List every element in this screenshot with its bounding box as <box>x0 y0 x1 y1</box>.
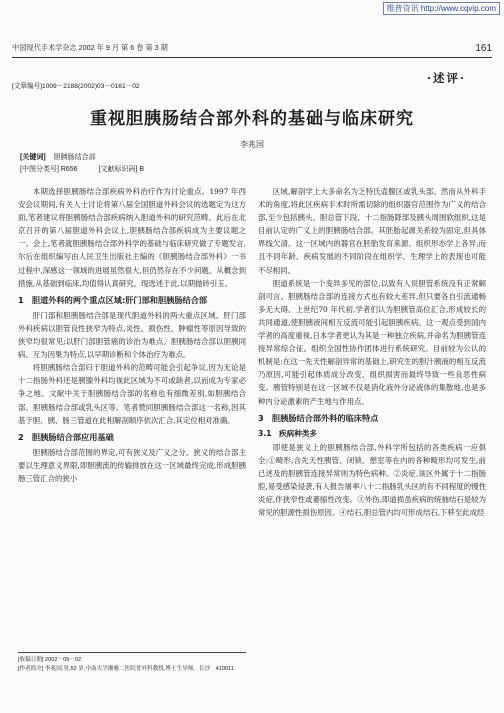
section-1-heading: 1 胆道外科的两个重点区域:肝门部和胆胰肠结合部 <box>18 294 208 305</box>
section-3-1-paragraph: 即使是狭义上的胆胰肠结合部,外科学所包括的各类疾病一应俱全:①畸形,含先天性胰管、闭锁、憩室等在内的各种畸形均可发生,前已述及的胆胰管连接异常则为特色病种。②炎症,该区外属于十二指肠腔,易受感染侵袭,有人报告屠率八十二指肠乳头区的有不同程度的慢性炎症,伴狭窄性或萎缩性改变。③外伤,即道损虽疾病的统抽结石是较为常见的胆源性损伤原因。④结石,胆总管内均可形成结石,下移至此成经 <box>258 442 486 518</box>
keywords-value: 胆胰肠结合部 <box>53 154 96 161</box>
classification-line: [中图分类号] R656 [文献标识码] B <box>20 166 145 173</box>
article-title: 重视胆胰肠结合部外科的基础与临床研究 <box>90 109 414 129</box>
section-2-continued-paragraph: 区域,解剖学上大多命名为乏特氏壶腹区或乳头部。然而从外科手术的角度,将此区疾病手术时所需切除的组织器官范围作为广义的结合部,至少包括胰头、胆总管下段、十二指肠降部及胰头周围软组织,这是目前认定的广义上的胆胰肠结合部。其胚胎起源关系较为固定,但具体界线欠清。这一区域内的器官在胚胎发育来源、组织形态学上各异,而且不同年龄、疾病发展的不同阶段在组织学、生理学上的表现也可能不尽相同。 <box>258 187 486 275</box>
section-2-paragraph: 胆胰肠结合部范围的界定,可有狭义及广义之分。狭义的结合部主要以生理意义界限,即胆胰流的传输排放在这一区域最终完成,形成胆胰肠三管汇合的狭小 <box>18 447 246 483</box>
page-number: 161 <box>475 43 492 54</box>
header-rule <box>12 57 492 58</box>
footnote <box>18 652 246 673</box>
article-id: [文章编号]1009－2188(2002)03－0161－02 <box>12 83 140 90</box>
section-2-continued-paragraph: 胆道系统是一个变异多见的部位,以致有人说胆管系统没有正常解剖可言。胆胰肠结合部的连接方式也有较大差异,但只要各自引流通畅多无大碍。上世纪70 年代初,学者们认为胆胰管高位汇合,形成较长的共同通道,使胆胰液间相互反流可能引起胆胰疾病。这一观点受到国内学者的高度重视,日本学者更认为其是一种独立疾病,并命名为胆胰管连接异常综合征。组织全国性协作团体进行系统研究。目前较为公认的机制是:在这一先天性解剖异常的基础上,研究生的胆汁胰液的相互反流乃原因,可能引起体质成分改变、组织损害而最终导致一些良恶性病变。胰管特别是在这一区域不仅是消化液外分泌液体的集散地,也是多种内分泌激素的产生地与作用点。 <box>258 278 486 406</box>
author-info: [作者简介] 李兆国,男,52 岁,中南大学湘雅二医院普外科教授,博士生导师。长沙 410011 <box>18 665 234 672</box>
right-column <box>258 185 486 519</box>
intro-paragraph: 本期选择胆胰肠结合部疾病外科治疗作为讨论重点。1997 年西安会议期间,有关人士讨论将第八届全国胆道外科会议的选题定为这方面,笔者建议将胆胰肠结合部疾病纳入胆道外科的研究范畴。此后在北京召开的第八届胆道外科会议上,胆胰肠结合部疾病成为主要议题之一。会上,笔者就胆胰肠结合部外科学的基础与临床研究做了专题发言,尔后在组织编写由人民卫生出版社主编的《胆胰肠结合部外科》一书过程中,深感这一领域的进展虽然很大,但仍然存在不少问题。从概念到措施,从基础到临床,均值得认真研究。现选述于此,以期抛砖引玉。 <box>18 187 246 288</box>
section-3-1-heading: 3.1 疾病种类多 <box>258 428 318 438</box>
article-author: 李兆国 <box>240 140 264 149</box>
keywords-line <box>20 152 96 162</box>
received-date: [收稿日期] 2002－09－02 <box>18 657 82 663</box>
section-1-paragraph: 肝门部和胆胰肠结合部是现代胆道外科的两大重点区域。肝门部外科疾病以胆管良性狭窄为特点,炎性、损伤性、肿瘤性等原因导致的狭窄均很常见;以肝门部胆管癌的诊治为难点。胆胰肠结合部以胆胰同病、互为因果为特点,以早期诊断和个体治疗为难点。 <box>18 310 246 360</box>
section-tag: ·述评· <box>426 71 466 85</box>
section-1-paragraph: 将胆胰肠结合部归于胆道外科的范畴可能会引起争议,因为无论是十二指肠外科还是胰腺外科均视此区域为不可或缺者,以而成为专家必争之地。文献中关于胆胰肠结合部的名称也有细微差别,如胆胰结合部、胆胰肠结合部或乳头区等。笔者赞同胆胰肠结合部这一名称,因其基于胆、胰、肠三管道在此相解剖顺序依次汇合,其定位相对准确。 <box>18 363 246 425</box>
watermark-banner: 维普资讯 http://www.cqvip.com <box>383 2 500 15</box>
left-column <box>18 185 246 485</box>
section-3-heading: 3 胆胰肠结合部外科的临床特点 <box>258 412 379 423</box>
section-2-heading: 2 胆胰肠结合部应用基础 <box>18 431 114 442</box>
keywords-label: [关键词] <box>20 154 46 161</box>
journal-header: 中国现代手术学杂志 2002 年 9 月 第 6 卷 第 3 期 <box>12 43 168 52</box>
